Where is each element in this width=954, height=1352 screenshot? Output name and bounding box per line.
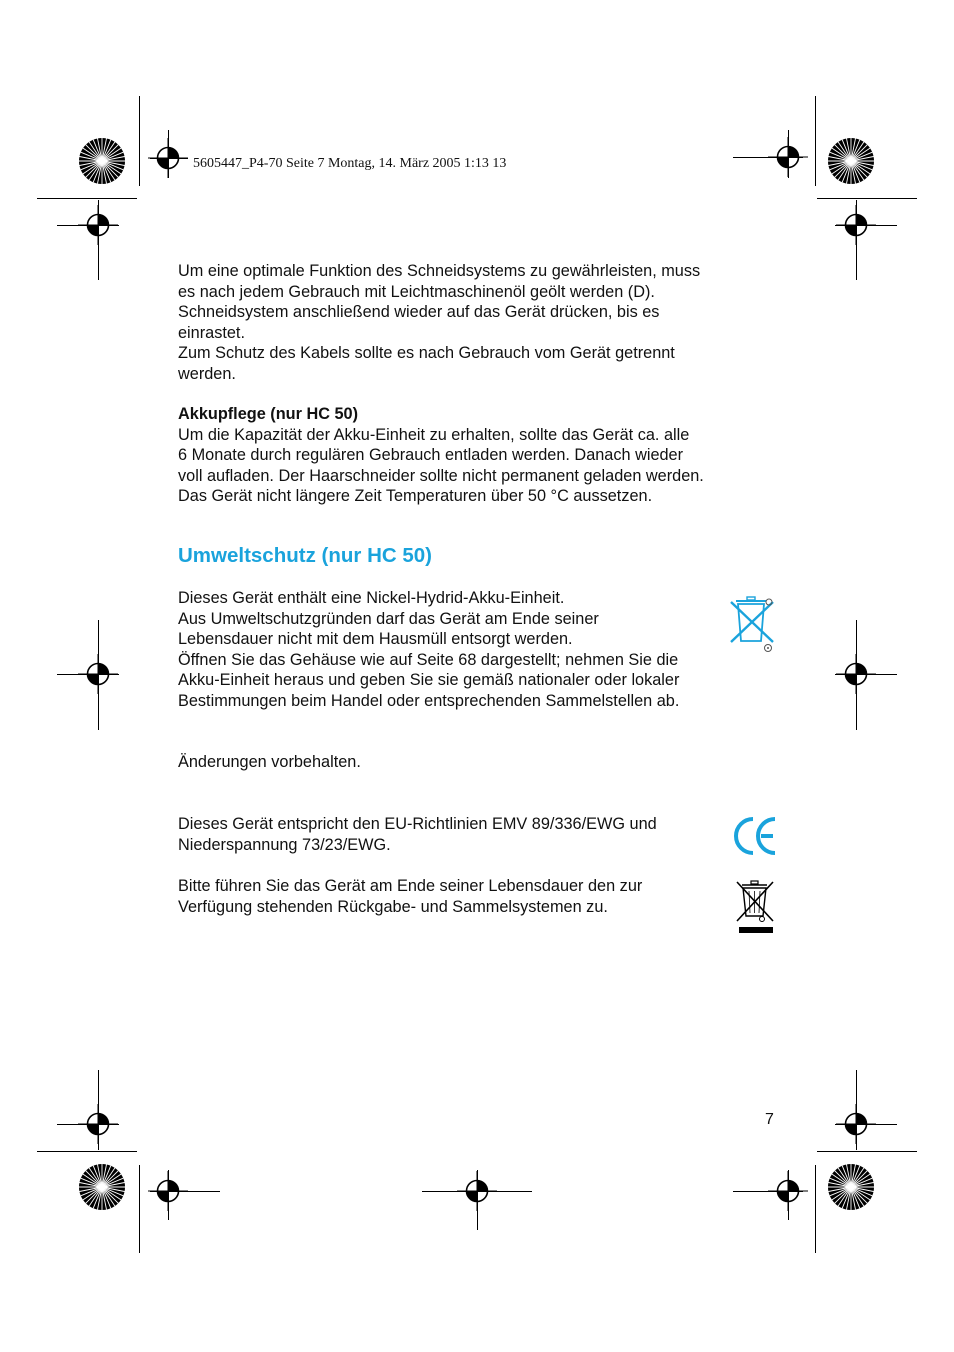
crop-line: [815, 96, 816, 186]
text-line: Das Gerät nicht längere Zeit Temperaturen über 50 °C aussetzen.: [178, 487, 653, 505]
text-line: Um eine optimale Funktion des Schneidsystems zu gewährleisten, muss: [178, 262, 701, 280]
care-paragraph: [178, 261, 700, 384]
registration-mark-icon: [836, 654, 876, 694]
text-line: werden.: [178, 364, 236, 383]
text-line: Um die Kapazität der Akku-Einheit zu erhalten, sollte das Gerät ca. alle: [178, 425, 690, 444]
registration-mark-icon: [457, 1171, 497, 1211]
registration-mark-icon: [78, 1104, 118, 1144]
text-line: Verfügung stehenden Rückgabe- und Sammelsystemen zu.: [178, 897, 608, 916]
page-number: 7: [765, 1111, 774, 1128]
crossed-out-wheelie-bin-with-bar-icon: [733, 877, 779, 937]
registration-mark-icon: [78, 205, 118, 245]
environment-heading: Umweltschutz (nur HC 50): [178, 544, 432, 567]
text-line: Öffnen Sie das Gehäuse wie auf Seite 68 dargestellt; nehmen Sie die: [178, 650, 679, 669]
registration-mark-icon: [768, 137, 808, 177]
text-line: Schneidsystem anschließend wieder auf das Gerät drücken, bis es: [178, 303, 660, 321]
starburst-target-icon: [827, 1163, 875, 1211]
text-line: Zum Schutz des Kabels sollte es nach Gebrauch vom Gerät getrennt: [178, 344, 675, 362]
text-line: es nach jedem Gebrauch mit Leichtmaschinenöl geölt werden (D).: [178, 282, 655, 301]
crop-line: [37, 198, 137, 199]
crop-line: [817, 198, 917, 199]
registration-mark-icon: [836, 205, 876, 245]
registration-mark-icon: [148, 1171, 188, 1211]
registration-mark-icon: [768, 1171, 808, 1211]
print-slug: 5605447_P4-70 Seite 7 Montag, 14. März 2005 1:13 13: [193, 156, 507, 171]
text-line: Bestimmungen beim Handel oder entsprechenden Sammelstellen ab.: [178, 691, 680, 710]
ce-mark-icon: [733, 815, 779, 857]
text-line: 6 Monate durch regulären Gebrauch entladen werden. Danach wieder: [178, 446, 684, 464]
registration-mark-icon: [78, 654, 118, 694]
text-line: Bitte führen Sie das Gerät am Ende seiner Lebensdauer den zur: [178, 877, 643, 895]
registration-mark-icon: [836, 1104, 876, 1144]
battery-heading: Akkupflege (nur HC 50): [178, 405, 359, 423]
starburst-target-icon: [78, 1163, 126, 1211]
text-line: einrastet.: [178, 323, 245, 342]
changes-note: Änderungen vorbehalten.: [178, 753, 361, 771]
crop-line: [37, 1151, 137, 1152]
battery-section: [178, 404, 704, 507]
text-line: Dieses Gerät entspricht den EU-Richtlinien EMV 89/336/EWG und: [178, 815, 657, 833]
starburst-target-icon: [827, 137, 875, 185]
crop-line: [139, 96, 140, 186]
registration-mark-icon: [148, 138, 188, 178]
text-line: voll aufladen. Der Haarschneider sollte nicht permanent geladen werden.: [178, 466, 704, 485]
compliance-paragraph: [178, 814, 657, 855]
crop-line: [139, 1165, 140, 1253]
starburst-target-icon: [78, 137, 126, 185]
crossed-out-wheelie-bin-icon: [729, 594, 777, 654]
text-line: Lebensdauer nicht mit dem Hausmüll entsorgt werden.: [178, 630, 573, 648]
text-line: Aus Umweltschutzgründen darf das Gerät am Ende seiner: [178, 609, 599, 628]
environment-paragraph: [178, 588, 679, 711]
crop-line: [817, 1151, 917, 1152]
text-line: Dieses Gerät enthält eine Nickel-Hydrid-Akku-Einheit.: [178, 589, 565, 607]
text-line: Akku-Einheit heraus und geben Sie sie gemäß nationaler oder lokaler: [178, 671, 680, 689]
disposal-paragraph: [178, 876, 642, 917]
text-line: Niederspannung 73/23/EWG.: [178, 835, 391, 854]
crop-line: [815, 1165, 816, 1253]
